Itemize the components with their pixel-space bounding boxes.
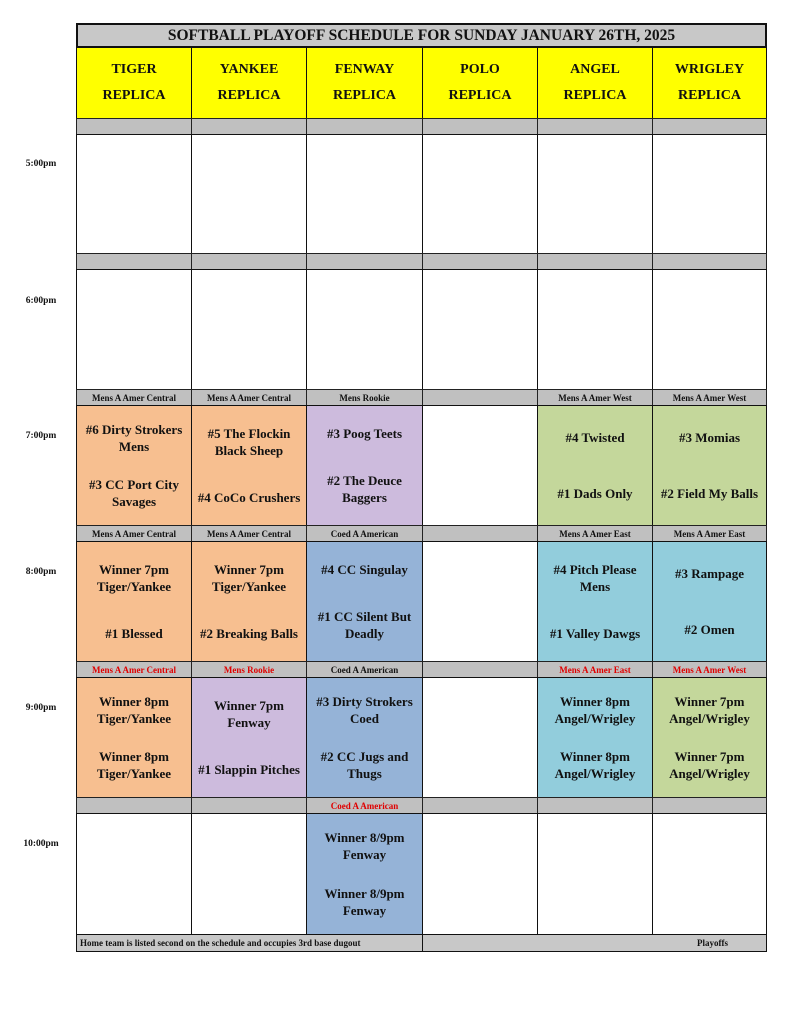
away-team: Winner 8/9pm Fenway (324, 830, 405, 862)
field-name: TIGER (111, 62, 157, 77)
division-label (422, 253, 538, 270)
schedule-title: SOFTBALL PLAYOFF SCHEDULE FOR SUNDAY JANUARY 26TH, 2025 (76, 23, 767, 48)
game-cell (191, 813, 307, 935)
away-team: Winner 7pm Tiger/Yankee (211, 562, 287, 594)
game-cell (652, 269, 767, 390)
division-label (422, 389, 538, 406)
home-team: Winner 8/9pm Fenway (324, 886, 405, 918)
game-cell (306, 813, 423, 935)
away-team: #4 CC Singulay (321, 562, 408, 577)
game-cell (422, 677, 538, 798)
time-label: 7:00pm (25, 431, 57, 441)
game-cell (76, 269, 192, 390)
away-team: Winner 7pm Fenway (214, 698, 284, 730)
game-cell (652, 134, 767, 254)
division-label: Coed A American (306, 797, 423, 814)
home-team: #1 Blessed (105, 626, 163, 641)
game-cell (191, 405, 307, 526)
division-label (652, 118, 767, 135)
game-cell (422, 134, 538, 254)
away-team: Winner 8pm Tiger/Yankee (96, 693, 172, 726)
home-team: Winner 8pm Angel/Wrigley (554, 749, 636, 782)
home-team: #4 CoCo Crushers (197, 490, 301, 505)
division-label (76, 797, 192, 814)
division-label: Mens A Amer East (537, 661, 653, 678)
game-cell (537, 134, 653, 254)
game-cell (422, 541, 538, 662)
time-label: 5:00pm (25, 159, 57, 169)
time-label: 10:00pm (23, 839, 59, 849)
away-team: #3 Momias (678, 430, 741, 446)
division-label: Mens A Amer East (537, 525, 653, 542)
division-label: Mens A Amer West (537, 389, 653, 406)
division-label (191, 253, 307, 270)
division-label: Mens A Amer Central (191, 525, 307, 542)
division-label (306, 118, 423, 135)
division-label (422, 797, 538, 814)
field-sub: REPLICA (102, 88, 166, 103)
field-sub: REPLICA (448, 88, 512, 103)
away-team: #3 Rampage (675, 566, 744, 582)
game-cell (652, 541, 767, 662)
game-cell (537, 813, 653, 935)
game-cell (422, 813, 538, 935)
away-team: #4 Twisted (565, 430, 625, 446)
division-label (422, 525, 538, 542)
footer-label: Playoffs (422, 934, 767, 952)
game-cell (306, 269, 423, 390)
division-label: Mens A Amer West (652, 661, 767, 678)
division-label (537, 253, 653, 270)
home-team: #2 Field My Balls (660, 485, 759, 501)
game-cell (191, 134, 307, 254)
field-header-fenway (306, 47, 423, 119)
away-team: Winner 7pm Angel/Wrigley (669, 693, 750, 726)
away-team: #3 Poog Teets (326, 426, 403, 441)
field-name: YANKEE (219, 62, 279, 77)
home-team: #1 Dads Only (557, 485, 633, 501)
game-cell (537, 677, 653, 798)
division-label: Mens A Amer Central (76, 525, 192, 542)
home-team: #2 The Deuce Baggers (327, 473, 402, 505)
time-label: 6:00pm (25, 296, 57, 306)
division-label: Coed A American (306, 525, 423, 542)
field-name: POLO (460, 62, 500, 77)
game-cell (76, 405, 192, 526)
game-cell (76, 541, 192, 662)
game-cell (537, 269, 653, 390)
away-team: #5 The Flockin Black Sheep (207, 426, 291, 458)
game-cell (306, 541, 423, 662)
division-label (652, 253, 767, 270)
division-label: Mens A Amer Central (76, 389, 192, 406)
division-label (306, 253, 423, 270)
game-cell (76, 677, 192, 798)
home-team: #1 Slappin Pitches (198, 762, 300, 777)
game-cell (191, 541, 307, 662)
home-team: #1 Valley Dawgs (549, 626, 641, 641)
game-cell (76, 134, 192, 254)
home-team: #1 CC Silent But Deadly (317, 609, 412, 641)
game-cell (422, 269, 538, 390)
field-name: FENWAY (334, 62, 395, 77)
division-label (191, 797, 307, 814)
field-sub: REPLICA (563, 88, 627, 103)
game-cell (537, 541, 653, 662)
game-cell (652, 677, 767, 798)
game-cell (652, 813, 767, 935)
division-label (191, 118, 307, 135)
home-team: #3 CC Port City Savages (89, 477, 179, 510)
game-cell (191, 269, 307, 390)
field-header-tiger (76, 47, 192, 119)
field-name: WRIGLEY (674, 62, 745, 77)
game-cell (537, 405, 653, 526)
field-header-yankee (191, 47, 307, 119)
game-cell (306, 405, 423, 526)
away-team: #6 Dirty Strokers Mens (85, 421, 183, 454)
division-label: Mens A Amer Central (76, 661, 192, 678)
home-team: #2 CC Jugs and Thugs (320, 749, 409, 782)
division-label (76, 118, 192, 135)
home-team: Winner 8pm Tiger/Yankee (96, 749, 172, 782)
division-label (537, 118, 653, 135)
game-cell (306, 134, 423, 254)
field-header-polo (422, 47, 538, 119)
away-team: #3 Dirty Strokers Coed (316, 693, 413, 726)
division-label: Mens Rookie (191, 661, 307, 678)
home-team: #2 Breaking Balls (199, 626, 298, 641)
time-label: 8:00pm (25, 567, 57, 577)
game-cell (422, 405, 538, 526)
field-sub: REPLICA (332, 88, 396, 103)
division-label (422, 661, 538, 678)
field-header-angel (537, 47, 653, 119)
time-label: 9:00pm (25, 703, 57, 713)
away-team: Winner 7pm Tiger/Yankee (96, 562, 172, 594)
division-label (422, 118, 538, 135)
division-label (76, 253, 192, 270)
field-sub: REPLICA (677, 88, 741, 103)
game-cell (306, 677, 423, 798)
game-cell (76, 813, 192, 935)
field-name: ANGEL (570, 62, 620, 77)
division-label: Mens A Amer East (652, 525, 767, 542)
home-team: #2 Omen (684, 621, 735, 637)
away-team: #4 Pitch Please Mens (553, 562, 637, 594)
division-label: Coed A American (306, 661, 423, 678)
division-label: Mens A Amer Central (191, 389, 307, 406)
division-label (652, 797, 767, 814)
field-header-wrigley (652, 47, 767, 119)
field-sub: REPLICA (217, 88, 281, 103)
footer-note: Home team is listed second on the schedule and occupies 3rd base dugout (76, 934, 423, 952)
game-cell (191, 677, 307, 798)
division-label: Mens Rookie (306, 389, 423, 406)
division-label: Mens A Amer West (652, 389, 767, 406)
game-cell (652, 405, 767, 526)
division-label (537, 797, 653, 814)
home-team: Winner 7pm Angel/Wrigley (669, 749, 750, 782)
away-team: Winner 8pm Angel/Wrigley (554, 693, 636, 726)
